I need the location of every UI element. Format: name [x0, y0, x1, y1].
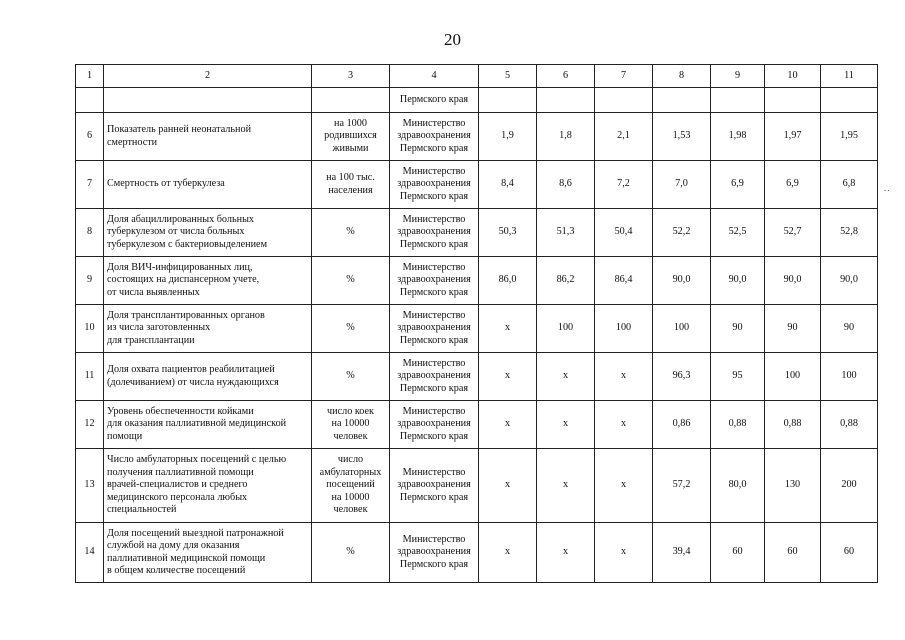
header-row [76, 65, 878, 88]
indicator-cell [104, 161, 312, 209]
value-cell: 100 [537, 305, 595, 353]
value-cell: 6,9 [711, 161, 765, 209]
indicator-cell-line: помощи [107, 430, 143, 442]
responsible-cell [390, 401, 479, 449]
value-cell: х [537, 353, 595, 401]
value-cell: х [595, 449, 653, 523]
indicator-cell-line: Доля охвата пациентов реабилитацией [107, 364, 275, 376]
indicator-cell-line: Число амбулаторных посещений с целью [107, 454, 287, 466]
unit-cell [312, 113, 390, 161]
value-cell: х [595, 401, 653, 449]
value-cell: 6,8 [821, 161, 878, 209]
unit-cell-line: % [346, 546, 355, 558]
indicator-cell [104, 401, 312, 449]
responsible-cell-line: Министерство [402, 357, 466, 369]
indicator-cell-line: Показатель ранней неонатальной [107, 124, 252, 136]
value-cell: 57,2 [653, 449, 711, 523]
value-cell: 1,98 [711, 113, 765, 161]
responsible-cell [390, 523, 479, 583]
header-cell: 3 [312, 65, 390, 88]
indicator-cell [104, 523, 312, 583]
table-cell [821, 88, 878, 113]
table-cell [765, 88, 821, 113]
responsible-cell-line: Министерство [402, 117, 466, 129]
unit-cell [312, 161, 390, 209]
value-cell: х [479, 449, 537, 523]
table-cell [104, 88, 312, 113]
row-number-cell: 13 [76, 449, 104, 523]
header-cell: 9 [711, 65, 765, 88]
responsible-cell-line: Министерство [402, 309, 466, 321]
unit-cell-line: число [337, 454, 364, 466]
row-number-cell: 10 [76, 305, 104, 353]
indicator-cell-line: Доля абациллированных больных [107, 213, 255, 225]
value-cell: 90 [711, 305, 765, 353]
unit-cell-line: на 10000 [331, 418, 370, 430]
margin-mark: .. [884, 183, 891, 193]
value-cell: 60 [711, 523, 765, 583]
unit-cell-line: на 1000 [334, 117, 367, 129]
table-row [76, 353, 878, 401]
indicator-cell-line: получения паллиативной помощи [107, 466, 254, 478]
table-cell [537, 88, 595, 113]
indicator-cell [104, 209, 312, 257]
value-cell: х [479, 523, 537, 583]
responsible-cell [390, 305, 479, 353]
header-cell: 8 [653, 65, 711, 88]
responsible-cell [390, 113, 479, 161]
table-cell [312, 88, 390, 113]
header-cell: 1 [76, 65, 104, 88]
table-cell [479, 88, 537, 113]
unit-cell-line: человек [333, 504, 368, 516]
unit-cell [312, 353, 390, 401]
value-cell: 0,86 [653, 401, 711, 449]
value-cell: 100 [595, 305, 653, 353]
responsible-cell-line: Пермского края [399, 190, 469, 202]
header-cell: 2 [104, 65, 312, 88]
value-cell: 7,2 [595, 161, 653, 209]
indicator-cell-line: состоящих на диспансерном учете, [107, 274, 260, 286]
continuation-row [76, 88, 878, 113]
value-cell: 1,8 [537, 113, 595, 161]
unit-cell-line: % [346, 322, 355, 334]
unit-cell [312, 401, 390, 449]
value-cell: 7,0 [653, 161, 711, 209]
responsible-cell-line: здравоохранения [397, 418, 471, 430]
table-row [76, 113, 878, 161]
unit-cell [312, 523, 390, 583]
header-cell: 11 [821, 65, 878, 88]
responsible-cell-line: здравоохранения [397, 130, 471, 142]
unit-cell-line: % [346, 274, 355, 286]
page-number: 20 [444, 30, 461, 49]
value-cell: 86,4 [595, 257, 653, 305]
responsible-cell-line: Министерство [402, 405, 466, 417]
value-cell: 50,4 [595, 209, 653, 257]
row-number-cell: 8 [76, 209, 104, 257]
table-body [76, 65, 878, 583]
unit-cell-line: человек [333, 430, 368, 442]
value-cell: 1,9 [479, 113, 537, 161]
value-cell: х [537, 449, 595, 523]
indicator-cell [104, 305, 312, 353]
value-cell: х [537, 523, 595, 583]
responsible-cell-line: Пермского края [399, 430, 469, 442]
indicator-cell-line: паллиативной медицинской помощи [107, 552, 266, 564]
indicator-cell-line: туберкулезом от числа больных [107, 226, 245, 238]
unit-cell-line: амбулаторных [319, 466, 382, 478]
value-cell: 52,8 [821, 209, 878, 257]
row-number-cell: 9 [76, 257, 104, 305]
value-cell: 1,53 [653, 113, 711, 161]
row-number-cell: 14 [76, 523, 104, 583]
responsible-cell-line: здравоохранения [397, 546, 471, 558]
value-cell: 90,0 [653, 257, 711, 305]
responsible-cell-line: Пермского края [399, 286, 469, 298]
table-cell [711, 88, 765, 113]
value-cell: 6,9 [765, 161, 821, 209]
indicator-cell-line: для оказания паллиативной медицинской [107, 418, 287, 430]
value-cell: х [595, 353, 653, 401]
responsible-cell-line: здравоохранения [397, 322, 471, 334]
indicator-cell [104, 353, 312, 401]
indicator-cell-line: Доля трансплантированных органов [107, 309, 265, 321]
header-cell: 5 [479, 65, 537, 88]
responsible-cell-line: Министерство [402, 213, 466, 225]
value-cell: 90 [821, 305, 878, 353]
indicator-cell-line: Уровень обеспеченности койками [107, 405, 254, 417]
responsible-cell-line: Министерство [402, 165, 466, 177]
responsible-cell-line: Пермского края [399, 334, 469, 346]
value-cell: 52,7 [765, 209, 821, 257]
table-cell [653, 88, 711, 113]
responsible-cell-line: Министерство [402, 261, 466, 273]
unit-cell-line: % [346, 226, 355, 238]
value-cell: 1,97 [765, 113, 821, 161]
value-cell: 60 [821, 523, 878, 583]
responsible-cell-line: Министерство [402, 533, 466, 545]
value-cell: 0,88 [711, 401, 765, 449]
value-cell: 51,3 [537, 209, 595, 257]
value-cell: 50,3 [479, 209, 537, 257]
indicator-cell-line: (долечиванием) от числа нуждающихся [107, 376, 279, 388]
header-cell: 6 [537, 65, 595, 88]
value-cell: х [479, 401, 537, 449]
indicator-cell-line: медицинского персонала любых [107, 491, 248, 503]
value-cell: х [537, 401, 595, 449]
value-cell: 1,95 [821, 113, 878, 161]
value-cell: 80,0 [711, 449, 765, 523]
responsible-cell-line: Пермского края [399, 491, 469, 503]
value-cell: 60 [765, 523, 821, 583]
unit-cell-line: населения [328, 184, 373, 196]
value-cell: 90,0 [765, 257, 821, 305]
row-number-cell: 6 [76, 113, 104, 161]
value-cell: 95 [711, 353, 765, 401]
value-cell: 52,2 [653, 209, 711, 257]
value-cell: 86,0 [479, 257, 537, 305]
indicator-cell [104, 449, 312, 523]
value-cell: 0,88 [821, 401, 878, 449]
unit-cell-line: число коек [327, 405, 374, 417]
unit-cell-line: % [346, 370, 355, 382]
responsible-cell: Пермского края [390, 88, 479, 113]
responsible-cell-line: здравоохранения [397, 370, 471, 382]
indicator-cell-line: смертности [107, 136, 158, 148]
table-row [76, 209, 878, 257]
header-cell: 4 [390, 65, 479, 88]
header-cell: 7 [595, 65, 653, 88]
indicators-table [75, 64, 878, 583]
indicator-cell-line: из числа заготовленных [107, 322, 211, 334]
unit-cell-line: на 100 тыс. [326, 172, 375, 184]
value-cell: 86,2 [537, 257, 595, 305]
indicator-cell-line: службой на дому для оказания [107, 540, 240, 552]
value-cell: 130 [765, 449, 821, 523]
row-number-cell: 11 [76, 353, 104, 401]
responsible-cell [390, 449, 479, 523]
unit-cell [312, 305, 390, 353]
value-cell: 8,4 [479, 161, 537, 209]
responsible-cell [390, 161, 479, 209]
indicator-cell-line: врачей-специалистов и среднего [107, 479, 248, 491]
value-cell: 100 [765, 353, 821, 401]
indicator-cell-line: специальностей [107, 504, 177, 516]
table-row [76, 257, 878, 305]
responsible-cell-line: Пермского края [399, 142, 469, 154]
indicator-cell [104, 257, 312, 305]
value-cell: 52,5 [711, 209, 765, 257]
table-cell [76, 88, 104, 113]
value-cell: 0,88 [765, 401, 821, 449]
value-cell: 90 [765, 305, 821, 353]
row-number-cell: 12 [76, 401, 104, 449]
responsible-cell-line: Пермского края [399, 558, 469, 570]
value-cell: х [595, 523, 653, 583]
responsible-cell-line: здравоохранения [397, 178, 471, 190]
value-cell: 90,0 [821, 257, 878, 305]
responsible-cell-line: Министерство [402, 466, 466, 478]
unit-cell-line: на 10000 [331, 491, 370, 503]
table-row [76, 305, 878, 353]
indicator-cell [104, 113, 312, 161]
value-cell: 200 [821, 449, 878, 523]
unit-cell [312, 449, 390, 523]
indicator-cell-line: Смертность от туберкулеза [107, 178, 225, 190]
table-row [76, 449, 878, 523]
value-cell: 39,4 [653, 523, 711, 583]
table-row [76, 523, 878, 583]
indicator-cell-line: Доля посещений выездной патронажной [107, 527, 284, 539]
indicator-cell-line: в общем количестве посещений [107, 564, 246, 576]
value-cell: 100 [821, 353, 878, 401]
responsible-cell-line: Пермского края [399, 382, 469, 394]
table-row [76, 161, 878, 209]
indicator-cell-line: Доля ВИЧ-инфицированных лиц, [107, 261, 253, 273]
table-row [76, 401, 878, 449]
responsible-cell [390, 257, 479, 305]
responsible-cell-line: здравоохранения [397, 226, 471, 238]
responsible-cell-line: Пермского края [399, 238, 469, 250]
header-cell: 10 [765, 65, 821, 88]
indicator-cell-line: для трансплантации [107, 334, 195, 346]
value-cell: 2,1 [595, 113, 653, 161]
unit-cell [312, 257, 390, 305]
responsible-cell [390, 209, 479, 257]
value-cell: х [479, 353, 537, 401]
unit-cell-line: живыми [332, 142, 369, 154]
value-cell: х [479, 305, 537, 353]
table-cell [595, 88, 653, 113]
responsible-cell-line: здравоохранения [397, 479, 471, 491]
indicator-cell-line: туберкулезом с бактериовыделением [107, 238, 268, 250]
value-cell: 90,0 [711, 257, 765, 305]
unit-cell-line: родившихся [324, 130, 377, 142]
value-cell: 96,3 [653, 353, 711, 401]
value-cell: 100 [653, 305, 711, 353]
row-number-cell: 7 [76, 161, 104, 209]
indicator-cell-line: от числа выявленных [107, 286, 200, 298]
responsible-cell-line: здравоохранения [397, 274, 471, 286]
responsible-cell [390, 353, 479, 401]
unit-cell-line: посещений [326, 479, 375, 491]
unit-cell [312, 209, 390, 257]
value-cell: 8,6 [537, 161, 595, 209]
